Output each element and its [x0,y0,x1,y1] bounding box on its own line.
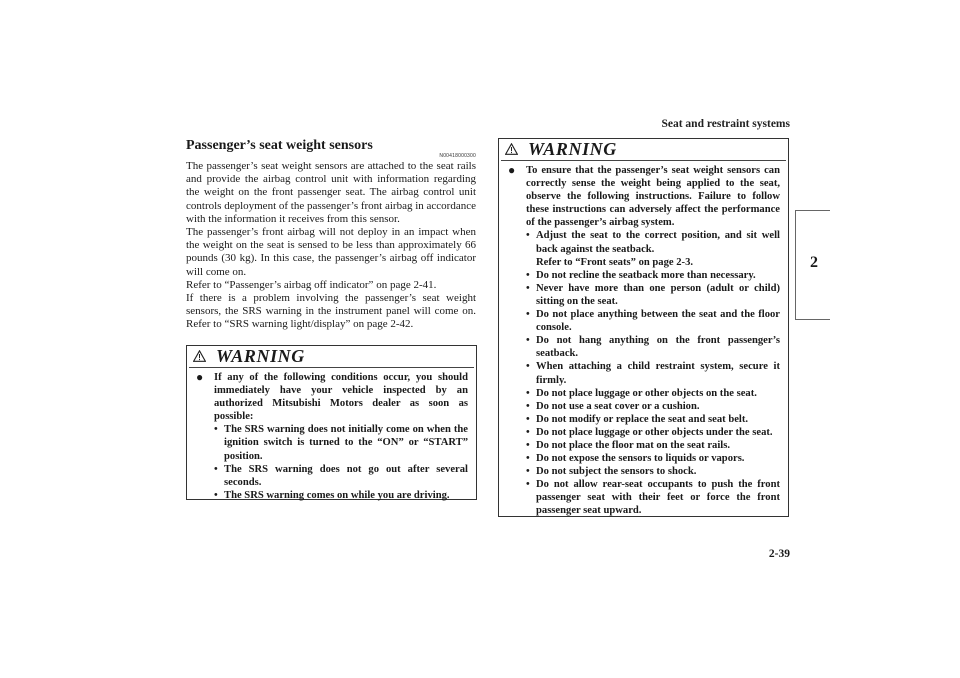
warning-body [187,368,476,502]
body-paragraph: Refer to “Passenger’s airbag off indicator” on page 2-41. [186,278,437,291]
warning-list [507,269,780,518]
warning-triangle-icon [505,143,518,155]
bullet-icon: • [526,335,530,347]
list-item [526,360,780,386]
list-item [214,489,468,502]
list-item [526,334,780,360]
list-item-text: The SRS warning does not initially come on when the ignition switch is turned to the “ON” or “START” position. [224,424,468,462]
bullet-icon: • [526,453,530,465]
section-title: Passenger’s seat weight sensors [186,138,373,153]
list-item [214,423,468,462]
list-item-text: Never have more than one person (adult or child) sitting on the seat. [536,282,780,307]
bullet-icon: • [214,463,218,475]
list-item-text: Do not hang anything on the front passenger’s seatback. [536,335,780,360]
warning-box-right [498,138,789,517]
list-item [526,269,780,282]
list-item-text: Do not expose the sensors to liquids or vapors. [536,453,745,465]
list-item [526,452,780,465]
list-item-text: When attaching a child restraint system, secure it firmly. [536,361,780,386]
body-paragraph: The passenger’s front airbag will not deploy in an impact when the weight on the seat is sensed to be less than approximately 66 pounds (30 kg). In this case, the passenger’s airbag off indicator will come on. [186,226,476,278]
bullet-icon: • [526,269,530,281]
round-bullet-icon: ● [196,370,204,384]
warning-lead-text: If any of the following conditions occur, you should immediately have your vehicle inspected by an authorized Mitsubishi Motors dealer as soon as possible: [214,372,468,423]
page-number: 2-39 [768,548,790,560]
list-item-text: Do not allow rear-seat occupants to push the front passenger seat with their feet or force the front passenger seat upward. [536,479,780,517]
list-item-text: Do not recline the seatback more than necessary. [536,269,756,281]
list-item [214,463,468,489]
list-item-text: The SRS warning comes on while you are driving. [224,489,450,501]
bullet-icon: • [526,309,530,321]
warning-lead-text: To ensure that the passenger’s seat weight sensors can correctly sense the weight being applied to the seat, observe the following instructions. Failure to follow these instructions can adversely affect the performance of the passenger’s airbag system. [526,165,780,229]
bullet-icon: • [526,387,530,399]
list-item-text: Do not place luggage or other objects under the seat. [536,426,773,438]
warning-list [195,423,468,502]
list-item-text: Do not place luggage or other objects on the seat. [536,387,757,399]
warning-heading: WARNING [528,139,617,159]
body-paragraph: If there is a problem involving the passenger’s seat weight sensors, the SRS warning in the instrument panel will come on. Refer to “SRS warning light/display” on page 2-42. [186,292,476,331]
list-item [526,439,780,452]
bullet-icon: • [526,400,530,412]
list-item-text: Do not subject the sensors to shock. [536,466,697,478]
chapter-number: 2 [810,254,818,271]
running-header: Seat and restraint systems [661,118,790,130]
bullet-icon: • [526,413,530,425]
warning-header [187,346,476,367]
section-code: N00418000300 [439,153,476,159]
round-bullet-icon: ● [508,163,516,177]
bullet-icon: • [526,230,530,242]
list-item [526,426,780,439]
cross-reference: Refer to “Front seats” on page 2-3. [536,256,694,268]
chapter-tab [795,210,830,320]
bullet-icon: • [526,466,530,478]
list-item-text: Do not modify or replace the seat and seat belt. [536,413,749,425]
list-item [526,387,780,400]
warning-body [499,161,788,518]
bullet-icon: • [526,426,530,438]
bullet-icon: • [526,282,530,294]
bullet-icon: • [214,424,218,436]
list-item [526,229,780,255]
list-item [526,308,780,334]
section-header [186,138,476,160]
warning-heading: WARNING [216,346,305,366]
warning-triangle-icon [193,350,206,362]
warning-header [499,139,788,160]
bullet-icon: • [526,439,530,451]
list-item-text: Do not place anything between the seat and the floor console. [536,309,780,334]
warning-box-left [186,345,477,500]
list-item-text: Adjust the seat to the correct position, and sit well back against the seatback. [536,230,780,255]
list-item-text: The SRS warning does not go out after several seconds. [224,463,468,488]
list-item-text: Do not use a seat cover or a cushion. [536,400,700,412]
list-item-text: Do not place the floor mat on the seat rails. [536,439,730,451]
warning-list [507,229,780,255]
warning-lead [507,164,780,229]
body-paragraph: The passenger’s seat weight sensors are attached to the seat rails and provide the airbag control unit with information regarding the weight on the front passenger seat. The airbag control unit controls deployment of the passenger’s front airbag in accordance with the information it receives from this sensor. [186,160,476,225]
section-column [186,138,476,332]
list-item [526,465,780,478]
list-item [526,400,780,413]
bullet-icon: • [214,489,218,501]
warning-lead [195,371,468,423]
bullet-icon: • [526,361,530,373]
list-item [526,478,780,517]
bullet-icon: • [526,479,530,491]
list-item [526,282,780,308]
list-item [526,413,780,426]
